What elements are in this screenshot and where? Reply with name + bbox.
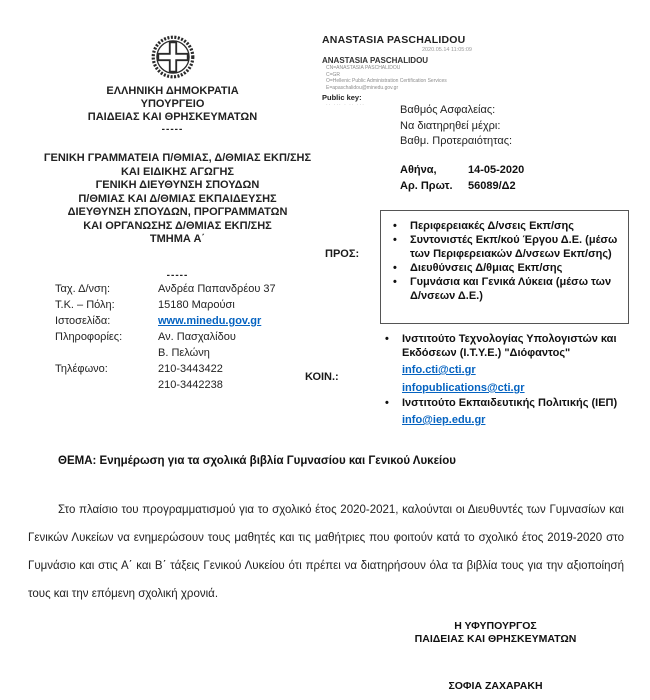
signature-timestamp: 2020.05.14 11:05:09 (421, 47, 472, 53)
cert-detail-email: E=apaschalidou@minedu.gov.gr (326, 84, 399, 91)
cc-item: • Ινστιτούτο Τεχνολογίας Υπολογιστών και Εκδόσεων (Ι.Τ.Υ.Ε.) "Διόφαντος" (385, 333, 617, 359)
recipients-label: ΠΡΟΣ: (325, 248, 360, 260)
recipient-item: • Διευθύνσεις Δ/θμιας Εκπ/σης (393, 262, 563, 274)
iep-email-link[interactable]: info@iep.edu.gr (402, 414, 486, 426)
bullet-icon: • (393, 276, 397, 288)
contact-row-address (55, 281, 305, 297)
cc-item-links (402, 410, 637, 428)
dateline-block (400, 162, 524, 194)
signer-name-display: ANASTASIA PASCHALIDOU (322, 34, 466, 46)
signer-name: ANASTASIA PASCHALIDOU (322, 56, 429, 65)
contact-row-phone2 (55, 377, 305, 393)
signer-full-name: ΣΟΦΙΑ ΖΑΧΑΡΑΚΗ (448, 680, 543, 692)
website-link[interactable]: www.minedu.gov.gr (158, 315, 262, 327)
cert-detail-cn: CN=ANASTASIA PASCHALIDOU (326, 65, 401, 71)
bullet-icon: • (393, 220, 397, 232)
phone-label: Τηλέφωνο: (55, 363, 108, 375)
department-line: ΤΜΗΜΑ Α΄ (149, 233, 206, 245)
contact-row-postal (55, 297, 305, 313)
recipient-item: • Γυμνάσια και Γενικά Λύκεια (μέσω των Δ/νσεων Δ.Ε.) (393, 276, 612, 302)
contact-row-info (55, 329, 305, 345)
contact-row-info2 (55, 345, 305, 361)
bullet-icon: • (385, 333, 389, 345)
document-date: 14-05-2020 (468, 164, 525, 176)
bullet-icon: • (393, 262, 397, 274)
phone-value-1: 210-3443422 (158, 363, 223, 375)
department-block (30, 152, 325, 281)
bullet-icon: • (385, 397, 389, 409)
subject-line: ΘΕΜΑ: Ενημέρωση για τα σχολικά βιβλία Γυμνασίου και Γενικού Λυκείου (58, 455, 456, 467)
phone-value-2: 210-3442238 (158, 379, 223, 391)
info-label: Πληροφορίες: (55, 331, 123, 343)
priority-grade-label: Βαθμ. Προτεραιότητας: (400, 135, 513, 147)
postal-label: Τ.Κ. – Πόλη: (55, 299, 115, 311)
contact-block (55, 281, 305, 393)
department-divider: ----- (166, 269, 189, 281)
public-key-label: Public key: (322, 93, 362, 102)
recipient-item: • Περιφερειακές Δ/νσεις Εκπ/σης (393, 220, 574, 232)
cert-detail-country: C=GR (326, 71, 341, 78)
cert-detail-org: O=Hellenic Public Administration Certification Services (326, 78, 447, 84)
city-label: Αθήνα, (400, 164, 437, 176)
authority-line-1: ΕΛΛΗΝΙΚΗ ΔΗΜΟΚΡΑΤΙΑ (106, 85, 239, 97)
authority-line-2: ΥΠΟΥΡΓΕΙΟ (140, 98, 205, 110)
phone-label-blank (55, 377, 158, 393)
recipient-item: • Συντονιστές Εκπ/κού Έργου Δ.Ε. (μέσω των Περιφερειακών Δ/νσεων Εκπ/σης) (393, 234, 618, 260)
recipients-box (380, 210, 629, 324)
retain-until-label: Να διατηρηθεί μέχρι: (400, 119, 501, 132)
signer-title-line-2: ΠΑΙΔΕΙΑΣ ΚΑΙ ΘΡΗΣΚΕΥΜΑΤΩΝ (414, 633, 577, 645)
department-line: ΓΕΝΙΚΗ ΓΡΑΜΜΑΤΕΙΑ Π/ΘΜΙΑΣ, Δ/ΘΜΙΑΣ ΕΚΠ/ΣΗΣ (43, 152, 312, 164)
protocol-label: Αρ. Πρωτ. (400, 180, 453, 192)
website-label: Ιστοσελίδα: (55, 315, 111, 327)
contact-row-website (55, 313, 305, 329)
cc-list (385, 332, 637, 428)
closing-signature-block (378, 620, 613, 692)
contact-row-phone (55, 361, 305, 377)
body-paragraph: Στο πλαίσιο του προγραμματισμού για το σχολικό έτος 2020-2021, καλούνται οι Διευθυντές των Γυμνασίων και Γενικών Λυκείων να ενημερώσουν τους μαθητές και τις μαθήτριες που φοιτούν κατά το σχολικό έτος 2019-2020 στο Γυμνάσιο και στις Α΄ και Β΄ τάξεις Γενικού Λυκείου ότι πρέπει να διατηρήσουν όλα τα βιβλία τους για την αξιοποίησή τους και την επόμενη σχολική χρονιά. (28, 504, 624, 600)
info-value-2: Β. Πελώνη (158, 347, 210, 359)
department-line: Π/ΘΜΙΑΣ ΚΑΙ Δ/ΘΜΙΑΣ ΕΚΠΑΙΔΕΥΣΗΣ (78, 192, 277, 205)
info-label-blank (55, 345, 158, 361)
signer-title-line-1: Η ΥΦΥΠΟΥΡΓΟΣ (454, 620, 537, 632)
security-grade-label: Βαθμός Ασφαλείας: (400, 104, 496, 116)
cc-label: ΚΟΙΝ.: (305, 371, 339, 383)
protocol-number: 56089/Δ2 (468, 180, 516, 192)
authority-line-3: ΠΑΙΔΕΙΑΣ ΚΑΙ ΘΡΗΣΚΕΥΜΑΤΩΝ (87, 111, 258, 123)
address-value: Ανδρέα Παπανδρέου 37 (158, 283, 276, 295)
authority-header (30, 34, 315, 135)
department-line: ΚΑΙ ΕΙΔΙΚΗΣ ΑΓΩΓΗΣ (120, 165, 235, 178)
address-label: Ταχ. Δ/νση: (55, 283, 111, 295)
cc-item-links (402, 360, 637, 396)
authority-divider: ----- (161, 124, 184, 135)
bullet-icon: • (393, 234, 397, 246)
public-key-hash: ·· ··· · ·· ··· (326, 102, 365, 108)
info-value-1: Αν. Πασχαλίδου (158, 331, 236, 343)
cti-email-link[interactable]: info.cti@cti.gr (402, 364, 476, 376)
digital-signature-stamp (322, 34, 497, 108)
department-line: ΓΕΝΙΚΗ ΔΙΕΥΘΥΝΣΗ ΣΠΟΥΔΩΝ (95, 179, 260, 191)
cc-item: • Ινστιτούτο Εκπαιδευτικής Πολιτικής (ΙΕΠ) (385, 397, 618, 409)
greek-republic-emblem-icon (150, 34, 196, 85)
department-line: ΔΙΕΥΘΥΝΣΗ ΣΠΟΥΔΩΝ, ΠΡΟΓΡΑΜΜΑΤΩΝ (67, 206, 288, 218)
cti-publications-email-link[interactable]: infopublications@cti.gr (402, 382, 525, 394)
postal-value: 15180 Μαρούσι (158, 299, 235, 311)
security-block (400, 103, 512, 150)
department-line: ΚΑΙ ΟΡΓΑΝΩΣΗΣ Δ/ΘΜΙΑΣ ΕΚΠ/ΣΗΣ (83, 219, 272, 232)
